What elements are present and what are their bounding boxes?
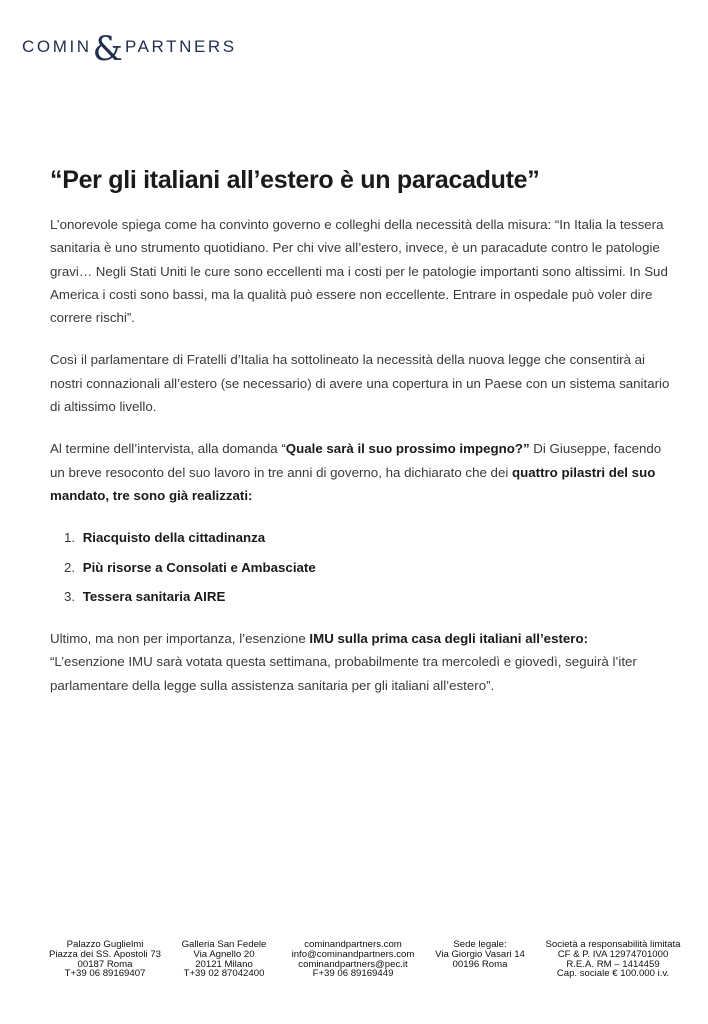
logo-ampersand: & xyxy=(92,29,123,69)
footer-address-roma xyxy=(46,940,164,979)
footer-company-info xyxy=(540,940,686,979)
footer-contacts xyxy=(288,940,418,979)
article-title: “Per gli italiani all’estero è un paracadute” xyxy=(50,166,540,194)
footer-address-milano xyxy=(176,940,272,979)
footer-line: CF & P. IVA 12974701000 xyxy=(557,948,669,960)
footer-line: T+39 06 89169407 xyxy=(64,968,146,980)
list-item-number: 3. xyxy=(64,588,76,604)
list-item xyxy=(64,556,670,579)
list-item xyxy=(64,526,670,549)
footer-line: R.E.A. RM – 1414459 xyxy=(566,958,660,970)
list-item-label: Tessera sanitaria AIRE xyxy=(82,588,226,604)
list-item-number: 2. xyxy=(64,559,76,575)
footer-line: Palazzo Guglielmi xyxy=(66,939,144,950)
footer-line: Piazza dei SS. Apostoli 73 xyxy=(49,948,161,960)
paragraph-1: L’onorevole spiega come ha convinto governo e colleghi della necessità della misura: “In Italia la tessera sanitaria è uno strumento quotidiano. Per chi vive all’estero, invece, è un paracadute contro le patologie gravi… Negli Stati Uniti le cure sono eccellenti ma i costi per le patologie importanti sono altissimi. In Sud America i costi sono bassi, ma la qualità può essere non eccellente. Entrare in ospedale può voler dire correre rischi”. xyxy=(50,217,668,326)
footer-line: Società a responsabilità limitata xyxy=(545,939,681,950)
paragraph-4-quote: “L’esenzione IMU sarà votata questa settimana, probabilmente tra mercoledì e giovedì, seguirà l’iter parlamentare della legge sulla assistenza sanitaria per gli italiani all’estero”. xyxy=(50,654,637,693)
paragraph-4-text-1: Ultimo, ma non per importanza, l’esenzione xyxy=(50,631,310,647)
footer-line: Sede legale: xyxy=(453,939,507,950)
logo-text-partners: PARTNERS xyxy=(124,37,237,56)
footer-line: Galleria San Fedele xyxy=(181,939,267,950)
footer-line: 00196 Roma xyxy=(452,958,508,970)
footer-line: 00187 Roma xyxy=(77,958,133,970)
list-item-label: Più risorse a Consolati e Ambasciate xyxy=(82,559,316,575)
footer-line: 20121 Milano xyxy=(195,958,253,970)
list-item-number: 1. xyxy=(64,530,76,546)
paragraph-3-pillars: quattro pilastri del suo mandato, tre sono già realizzati: xyxy=(50,464,656,503)
footer-line: F+39 06 89169449 xyxy=(312,968,394,980)
footer-legal-seat xyxy=(432,940,528,969)
pillars-list xyxy=(50,526,670,608)
paragraph-4-imu: IMU sulla prima casa degli italiani all’estero: xyxy=(309,631,589,647)
company-logo xyxy=(22,29,237,69)
paragraph-4 xyxy=(50,627,670,697)
paragraph-3-question: Quale sarà il suo prossimo impegno?” xyxy=(285,441,530,457)
footer-line: cominandpartners@pec.it xyxy=(298,958,408,970)
logo-text-comin: COMIN xyxy=(22,37,92,56)
paragraph-2: Così il parlamentare di Fratelli d’Italia ha sottolineato la necessità della nuova legge che consentirà ai nostri connazionali all’estero (se necessario) di avere una copertura in un Paese con un sistema sanitario di altissimo livello. xyxy=(50,352,670,415)
footer-line: Via Agnello 20 xyxy=(193,948,255,960)
paragraph-3 xyxy=(50,437,670,507)
article-body xyxy=(50,213,670,716)
list-item xyxy=(64,585,670,608)
paragraph-3-text-1: Al termine dell’intervista, alla domanda “ xyxy=(50,441,286,457)
footer-line: Via Giorgio Vasari 14 xyxy=(435,948,525,960)
page-footer xyxy=(0,940,708,980)
list-item-label: Riacquisto della cittadinanza xyxy=(82,530,266,546)
footer-line: Cap. sociale € 100.000 i.v. xyxy=(556,968,670,980)
paragraph-3-text-2: Di Giuseppe, facendo un breve resoconto del suo lavoro in tre anni di governo, ha dichiarato che dei xyxy=(50,441,662,480)
footer-line: T+39 02 87042400 xyxy=(183,968,265,980)
footer-line: info@cominandpartners.com xyxy=(291,948,415,960)
footer-line: cominandpartners.com xyxy=(304,939,402,950)
